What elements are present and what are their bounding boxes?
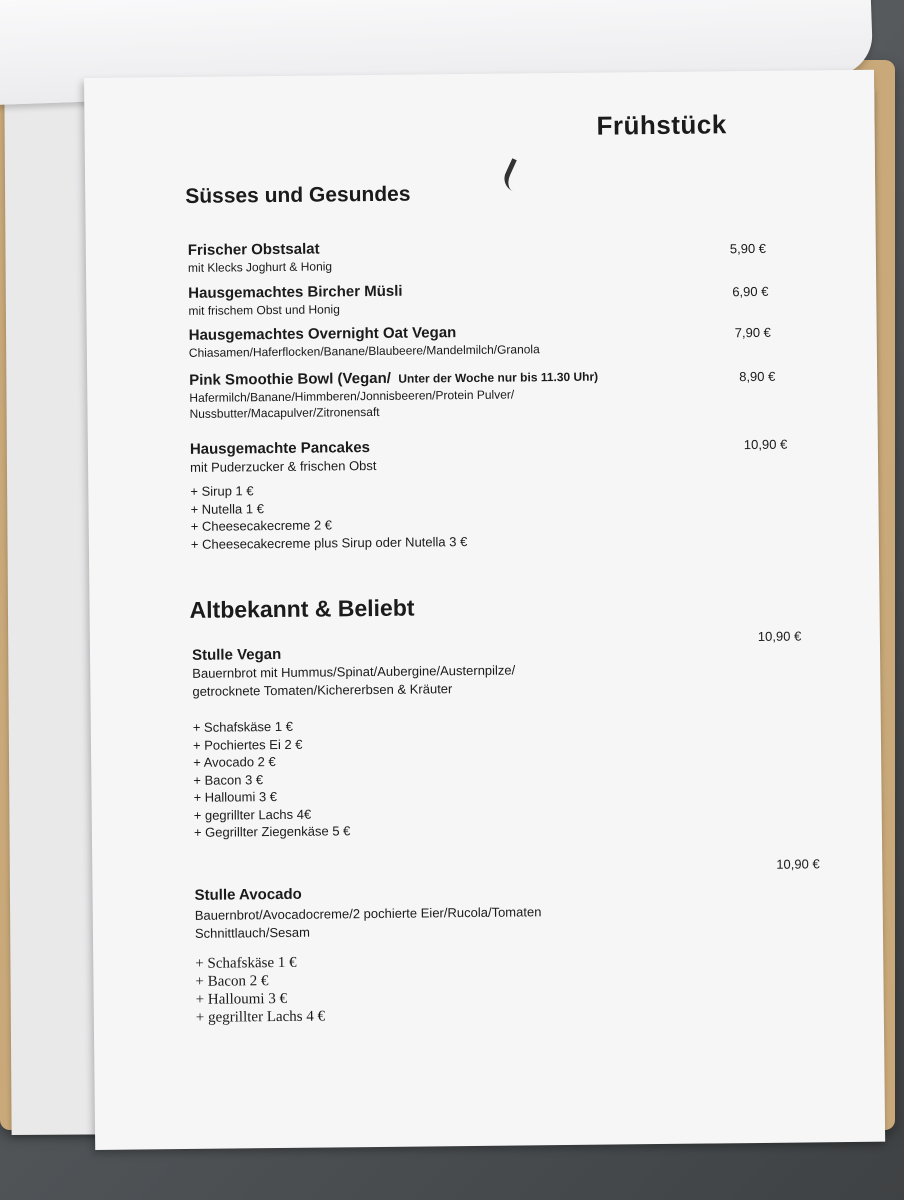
page-title: Frühstück — [596, 109, 727, 141]
item-availability-note: Unter der Woche nur bis 11.30 Uhr) — [398, 369, 599, 386]
item-price: 7,90 € — [734, 324, 771, 341]
addon-item: + Bacon 2 € — [195, 973, 269, 990]
section-heading-altbekannt: Altbekannt & Beliebt — [189, 594, 415, 623]
item-description: Hafermilch/Banane/Himmberen/Jonnisbeeren/Protein Pulver/ — [189, 387, 515, 405]
item-description: Bauernbrot mit Hummus/Spinat/Aubergine/Austernpilze/ — [192, 662, 516, 681]
addon-list — [190, 477, 791, 553]
menu-item-smoothie-bowl — [189, 366, 789, 422]
menu-item-stulle-avocado — [194, 881, 795, 1027]
menu-item-obstsalat — [188, 236, 788, 276]
item-description: Bauernbrot/Avocadocreme/2 pochierte Eier/Rucola/Tomaten — [194, 904, 542, 923]
item-price: 5,90 € — [729, 240, 767, 257]
item-price: 6,90 € — [732, 283, 769, 300]
item-description: Schnittlauch/Sesam — [194, 924, 310, 941]
item-name: Frischer Obstsalat — [187, 240, 320, 259]
addon-item: + Halloumi 3 € — [193, 789, 278, 805]
menu-item-bircher-muesli — [188, 279, 788, 319]
item-price: 10,90 € — [743, 436, 788, 453]
addon-item: + Cheesecakecreme 2 € — [190, 517, 333, 534]
item-name: Hausgemachte Pancakes — [189, 439, 371, 458]
item-name: Pink Smoothie Bowl (Vegan/ — [189, 369, 391, 389]
item-description: getrocknete Tomaten/Kichererbsen & Kräuter — [192, 681, 453, 699]
item-description: Nussbutter/Macapulver/Zitronensaft — [189, 404, 380, 421]
addon-list — [193, 713, 794, 842]
menu-item-stulle-vegan — [192, 641, 794, 842]
item-price: 10,90 € — [757, 628, 802, 644]
menu-page — [84, 70, 885, 1150]
addon-item: + Nutella 1 € — [190, 500, 264, 517]
addon-item: + Pochiertes Ei 2 € — [192, 736, 303, 753]
item-description: mit Puderzucker & frischen Obst — [190, 457, 377, 475]
addon-item: + Sirup 1 € — [190, 483, 254, 499]
logo-fragment — [500, 158, 533, 195]
addon-item: + Bacon 3 € — [193, 771, 264, 788]
addon-item: + gegrillter Lachs 4€ — [193, 806, 312, 823]
item-name: Stulle Avocado — [194, 885, 302, 904]
item-name: Stulle Vegan — [191, 645, 282, 664]
addon-item: + gegrillter Lachs 4 € — [195, 1008, 326, 1026]
item-description: mit frischem Obst und Honig — [188, 302, 340, 318]
addon-item: + Schafskäse 1 € — [195, 954, 297, 972]
item-description: Chiasamen/Haferflocken/Banane/Blaubeere/Mandelmilch/Granola — [188, 342, 540, 360]
item-description: mit Klecks Joghurt & Honig — [187, 259, 333, 275]
addon-item: + Halloumi 3 € — [195, 990, 288, 1008]
addon-item: + Cheesecakecreme plus Sirup oder Nutella 3 € — [190, 533, 468, 552]
addon-item: + Avocado 2 € — [193, 754, 276, 770]
section-heading-suesses: Süsses und Gesundes — [185, 182, 411, 208]
addon-item: + Gegrillter Ziegenkäse 5 € — [193, 823, 351, 840]
addon-list — [195, 949, 796, 1027]
item-price: 8,90 € — [739, 368, 776, 385]
item-price: 10,90 € — [776, 856, 820, 872]
menu-item-pancakes — [190, 435, 791, 553]
item-name: Hausgemachtes Overnight Oat Vegan — [188, 324, 457, 344]
addon-item: + Schafskäse 1 € — [192, 718, 293, 735]
menu-item-overnight-oat — [189, 321, 789, 361]
item-name: Hausgemachtes Bircher Müsli — [188, 282, 403, 302]
